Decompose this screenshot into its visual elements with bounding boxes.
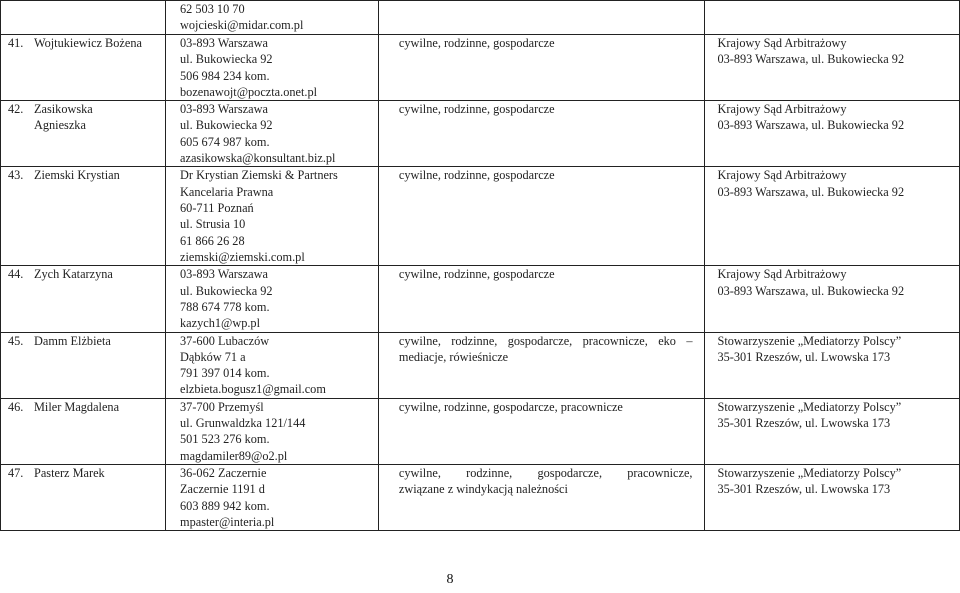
name-cell <box>1 464 166 530</box>
page-number: 8 <box>446 572 454 587</box>
address-cell <box>166 167 379 266</box>
institution-cell <box>705 101 960 167</box>
specialization-line: cywilne, rodzinne, gospodarcze <box>398 102 555 117</box>
institution-line: Krajowy Sąd Arbitrażowy <box>717 36 847 50</box>
specialization-line: cywilne, rodzinne, gospodarcze, pracownicze, <box>398 465 693 480</box>
institution-line: Stowarzyszenie „Mediatorzy Polscy” <box>717 465 902 480</box>
address-line: kazych1@wp.pl <box>180 316 260 331</box>
table-row <box>1 332 960 398</box>
institution-line: 03-893 Warszawa, ul. Bukowiecka 92 <box>717 52 905 67</box>
specialization-cell <box>378 398 705 464</box>
institution-line: 03-893 Warszawa, ul. Bukowiecka 92 <box>717 283 905 298</box>
institution-line: 03-893 Warszawa, ul. Bukowiecka 92 <box>717 184 905 199</box>
specialization-cell <box>378 101 705 167</box>
address-line: 37-600 Lubaczów <box>180 333 270 348</box>
row-number: 41. <box>8 36 24 50</box>
specialization-cell <box>378 35 705 101</box>
address-line: 605 674 987 kom. <box>180 134 270 149</box>
specialization-line: związane z windykacją należności <box>398 482 568 497</box>
institution-cell <box>705 167 960 266</box>
mediator-name <box>34 333 111 349</box>
specialization-cell <box>378 332 705 398</box>
address-line: Zaczernie 1191 d <box>180 482 265 497</box>
address-line: Dąbków 71 a <box>180 349 246 364</box>
institution-cell <box>705 332 960 398</box>
table-row-fragment <box>1 1 960 35</box>
table-row <box>1 101 960 167</box>
mediator-name <box>34 266 113 282</box>
address-line: Kancelaria Prawna <box>180 184 274 199</box>
institution-line: Krajowy Sąd Arbitrażowy <box>717 168 847 183</box>
name-line: Pasterz Marek <box>34 465 105 480</box>
institution-line: 03-893 Warszawa, ul. Bukowiecka 92 <box>717 118 905 133</box>
institution-line: Stowarzyszenie „Mediatorzy Polscy” <box>717 399 902 414</box>
name-line: Agnieszka <box>34 118 86 133</box>
name-cell <box>1 167 166 266</box>
address-line: 603 889 942 kom. <box>180 498 270 513</box>
address-line: 61 866 26 28 <box>180 233 245 248</box>
mediator-name <box>34 101 93 134</box>
row-number: 44. <box>8 267 24 282</box>
address-cell <box>166 101 379 167</box>
name-cell <box>1 332 166 398</box>
row-number: 45. <box>8 333 24 348</box>
mediator-name <box>34 167 120 183</box>
specialization-line: cywilne, rodzinne, gospodarcze <box>398 168 555 183</box>
address-line: ul. Strusia 10 <box>180 217 246 232</box>
institution-line: Stowarzyszenie „Mediatorzy Polscy” <box>717 333 902 348</box>
address-line: mpaster@interia.pl <box>180 514 275 529</box>
name-line: Wojtukiewicz Bożena <box>34 36 142 50</box>
name-line: Ziemski Krystian <box>34 168 120 183</box>
name-cell <box>1 1 166 35</box>
address-line: 03-893 Warszawa <box>180 36 268 50</box>
email-line: wojcieski@midar.com.pl <box>180 18 304 33</box>
name-cell <box>1 35 166 101</box>
specialization-line: cywilne, rodzinne, gospodarcze, pracownicze, eko – <box>398 333 693 348</box>
institution-cell <box>705 266 960 332</box>
address-line: 36-062 Zaczernie <box>180 465 267 480</box>
name-cell <box>1 398 166 464</box>
specialization-cell <box>378 464 705 530</box>
institution-cell <box>705 464 960 530</box>
institution-cell <box>705 35 960 101</box>
name-line: Miler Magdalena <box>34 399 120 414</box>
specialization-line: cywilne, rodzinne, gospodarcze <box>398 36 555 50</box>
address-line: 791 397 014 kom. <box>180 366 270 381</box>
specialization-cell <box>378 167 705 266</box>
name-line: Zych Katarzyna <box>34 267 113 282</box>
address-line: azasikowska@konsultant.biz.pl <box>180 151 336 166</box>
address-line: Dr Krystian Ziemski & Partners <box>180 168 338 183</box>
address-cell <box>166 35 379 101</box>
address-line: 37-700 Przemyśl <box>180 399 264 414</box>
address-cell <box>166 464 379 530</box>
row-number: 47. <box>8 465 24 480</box>
mediator-name <box>34 399 119 415</box>
address-cell <box>166 266 379 332</box>
institution-cell <box>705 398 960 464</box>
specialization-cell <box>378 1 705 35</box>
table-row <box>1 266 960 332</box>
institution-line: 35-301 Rzeszów, ul. Lwowska 173 <box>717 482 891 497</box>
address-line: ul. Grunwaldzka 121/144 <box>180 416 306 431</box>
table-row <box>1 35 960 101</box>
row-number: 42. <box>8 102 24 117</box>
table-body <box>1 1 960 531</box>
name-line: Damm Elżbieta <box>34 333 111 348</box>
table-row <box>1 398 960 464</box>
mediator-name <box>34 35 142 51</box>
specialization-line: cywilne, rodzinne, gospodarcze, pracownicze <box>398 399 623 414</box>
row-number: 43. <box>8 168 24 183</box>
address-line: 03-893 Warszawa <box>180 267 268 282</box>
institution-line: Krajowy Sąd Arbitrażowy <box>717 267 847 282</box>
address-line: magdamiler89@o2.pl <box>180 448 288 463</box>
institution-line: Krajowy Sąd Arbitrażowy <box>717 102 847 117</box>
address-cell <box>166 332 379 398</box>
specialization-cell <box>378 266 705 332</box>
address-cell <box>166 398 379 464</box>
address-line: ul. Bukowiecka 92 <box>180 118 273 133</box>
name-cell <box>1 101 166 167</box>
row-number: 46. <box>8 399 24 414</box>
address-line: ul. Bukowiecka 92 <box>180 283 273 298</box>
address-line: 60-711 Poznań <box>180 200 254 215</box>
table-row <box>1 167 960 266</box>
address-line: 788 674 778 kom. <box>180 299 270 314</box>
address-line: 03-893 Warszawa <box>180 102 268 117</box>
institution-line: 35-301 Rzeszów, ul. Lwowska 173 <box>717 416 891 431</box>
mediator-name <box>34 465 105 481</box>
address-line: ziemski@ziemski.com.pl <box>180 249 305 264</box>
address-line: elzbieta.bogusz1@gmail.com <box>180 382 326 397</box>
address-line: bozenawojt@poczta.onet.pl <box>180 84 318 99</box>
institution-cell <box>705 1 960 35</box>
name-line: Zasikowska <box>34 102 93 117</box>
institution-line: 35-301 Rzeszów, ul. Lwowska 173 <box>717 349 891 364</box>
address-cell <box>166 1 379 35</box>
address-line: ul. Bukowiecka 92 <box>180 52 273 67</box>
address-line: 506 984 234 kom. <box>180 68 270 83</box>
address-line: 62 503 10 70 <box>180 2 245 16</box>
address-line: 501 523 276 kom. <box>180 432 270 447</box>
table-row <box>1 464 960 530</box>
specialization-line: mediacje, rówieśnicze <box>398 349 509 364</box>
specialization-line: cywilne, rodzinne, gospodarcze <box>398 267 555 282</box>
name-cell <box>1 266 166 332</box>
